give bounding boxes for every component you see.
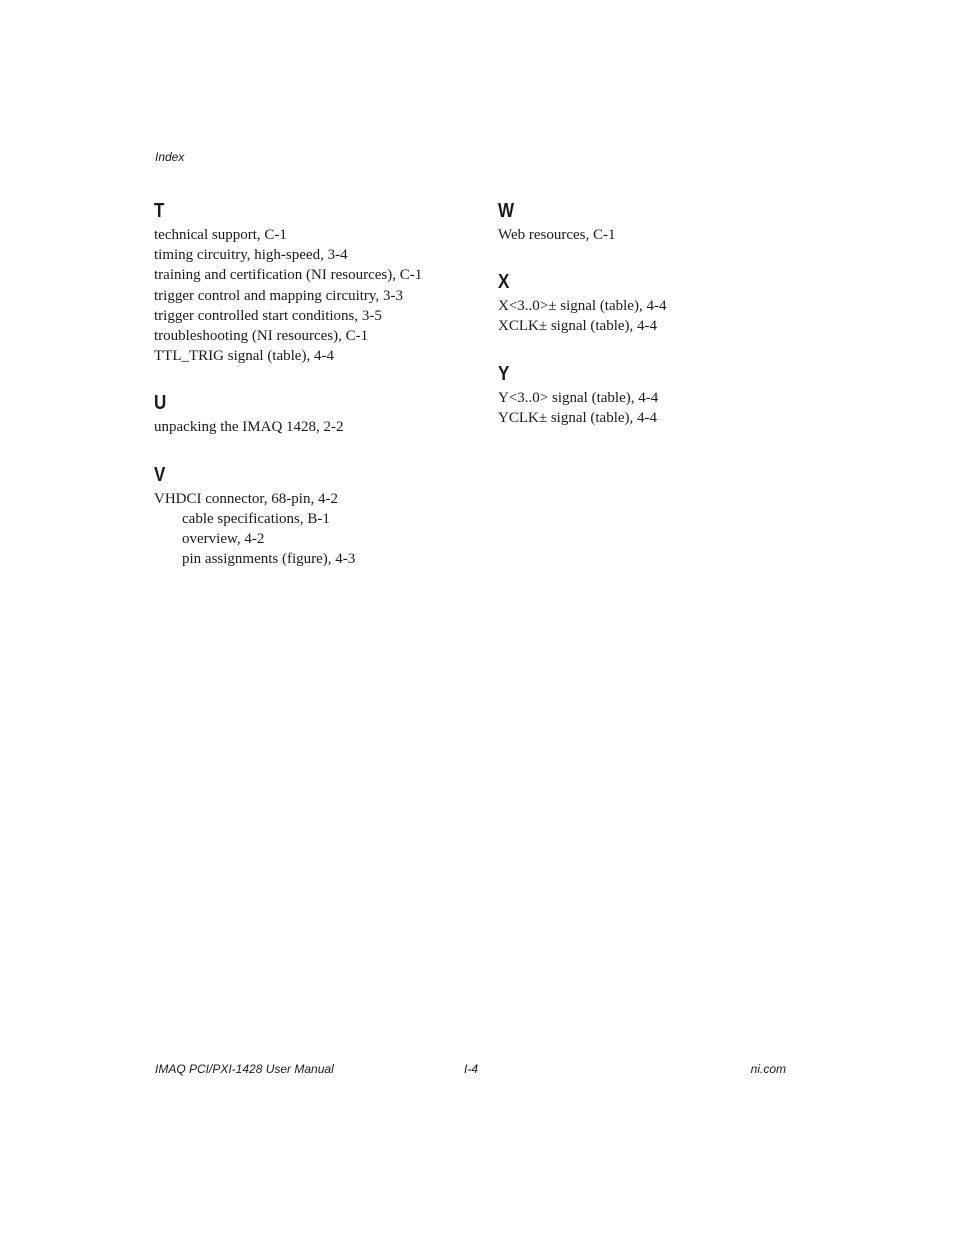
index-subentry: overview, 4-2 (182, 531, 265, 548)
index-subentry: pin assignments (figure), 4-3 (182, 551, 356, 568)
index-section-y (498, 362, 818, 428)
entry-list (498, 225, 818, 245)
index-section-x (498, 270, 818, 336)
index-entry: Web resources, C-1 (498, 227, 616, 243)
index-section-v (154, 463, 474, 570)
section-letter: W (498, 200, 515, 222)
index-section-u (154, 391, 474, 437)
entry-list (498, 388, 818, 428)
footer-website: ni.com (750, 1062, 786, 1076)
entry-list (154, 225, 474, 366)
index-section-w (498, 199, 818, 245)
index-entry: trigger controlled start conditions, 3-5 (154, 307, 382, 324)
index-column-right (498, 199, 818, 453)
section-letter: V (154, 463, 166, 486)
index-entry: unpacking the IMAQ 1428, 2-2 (154, 419, 344, 436)
index-section-t (154, 199, 474, 366)
index-entry: timing circuitry, high-speed, 3-4 (154, 247, 348, 264)
footer-page-number: I-4 (464, 1062, 479, 1076)
section-letter: X (498, 271, 510, 294)
section-letter: T (154, 200, 165, 222)
index-entry: trigger control and mapping circuitry, 3-3 (154, 287, 403, 304)
index-entry: YCLK± signal (table), 4-4 (498, 409, 658, 426)
index-entry: XCLK± signal (table), 4-4 (498, 318, 658, 335)
index-entry: troubleshooting (NI resources), C-1 (154, 328, 369, 345)
index-entry: VHDCI connector, 68-pin, 4-2 (154, 490, 338, 507)
index-entry: TTL_TRIG signal (table), 4-4 (154, 348, 334, 365)
index-entry: training and certification (NI resources), C-1 (154, 267, 423, 284)
footer-manual-title: IMAQ PCI/PXI-1428 User Manual (155, 1062, 334, 1076)
page-footer (155, 1062, 786, 1078)
index-entry: Y<3..0> signal (table), 4-4 (498, 389, 659, 406)
index-entry: technical support, C-1 (154, 227, 287, 243)
running-header: Index (155, 150, 185, 164)
entry-list (154, 489, 474, 570)
index-subentry: cable specifications, B-1 (182, 510, 330, 527)
entry-list (154, 417, 474, 437)
section-letter: Y (498, 362, 510, 385)
entry-list (498, 296, 818, 336)
section-letter: U (154, 392, 167, 415)
index-column-left (154, 199, 474, 594)
index-entry: X<3..0>± signal (table), 4-4 (498, 298, 667, 315)
